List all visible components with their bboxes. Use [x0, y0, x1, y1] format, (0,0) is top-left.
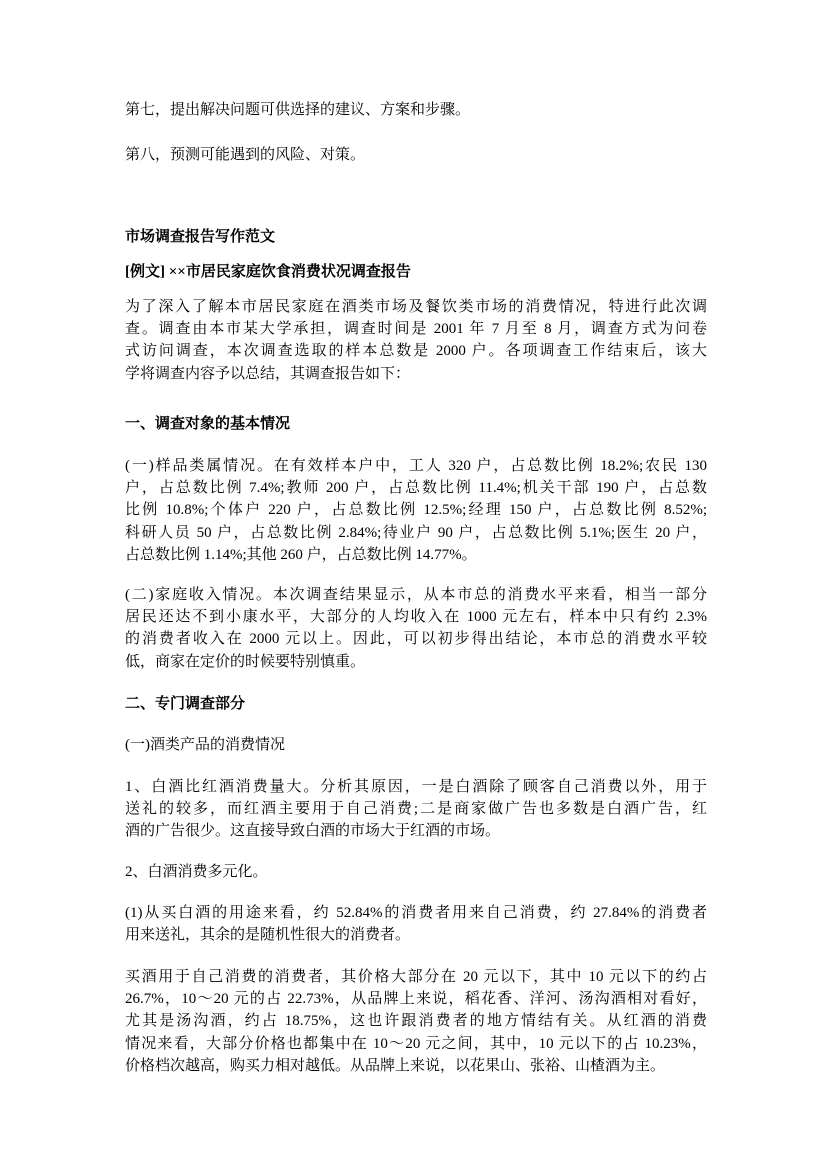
self-consumption-line-1: 买酒用于自己消费的消费者，其价格大部分在 20 元以下，其中 10 元以下的约占 [125, 969, 707, 985]
intro-line-3: 式访问调查，本次调查选取的样本总数是 2000 户。各项调查工作结束后，该大 [125, 343, 707, 360]
sample-types-line-5: 占总数比例 1.14%;其他 260 户，占总数比例 14.77%。 [125, 546, 477, 563]
point-1-line-3: 酒的广告很少。这直接导致白酒的市场大于红酒的市场。 [125, 823, 501, 840]
usage-paragraph [125, 902, 707, 946]
sample-types-line-4: 科研人员 50 户，占总数比例 2.84%;待业户 90 户，占总数比例 5.1%;医生 20 户， [125, 524, 707, 541]
household-income-paragraph [125, 584, 707, 673]
sample-types-paragraph [125, 455, 707, 566]
self-consumption-paragraph [125, 966, 707, 1077]
self-consumption-line-3: 尤其是汤沟酒，约占 18.75%，这也许跟消费者的地方情结有关。从红酒的消费 [125, 1013, 707, 1030]
section-title: 市场调查报告写作范文 [125, 229, 276, 245]
part-2-subheading: (一)酒类产品的消费情况 [125, 737, 285, 753]
point-1-line-1: 1、白酒比红酒消费量大。分析其原因，一是白酒除了顾客自己消费以外，用于 [125, 779, 707, 795]
list-item-7: 第七，提出解决问题可供选择的建议、方案和步骤。 [125, 102, 471, 118]
part-2-heading: 二、专门调查部分 [125, 696, 246, 712]
point-1-line-2: 送礼的较多，而红酒主要用于自己消费;二是商家做广告也多数是白酒广告，红 [125, 801, 707, 818]
sample-types-line-1: (一)样品类属情况。在有效样本户中，工人 320 户，占总数比例 18.2%;农民 130 [125, 458, 707, 474]
self-consumption-line-4: 情况来看，大部分价格也都集中在 10～20 元之间，其中，10 元以下的占 10.23%， [125, 1035, 707, 1052]
point-1-paragraph [125, 776, 707, 843]
self-consumption-line-5: 价格档次越高，购买力相对越低。从品牌上来说，以花果山、张裕、山楂酒为主。 [125, 1057, 666, 1074]
household-income-line-1: (二)家庭收入情况。本次调查结果显示，从本市总的消费水平来看，相当一部分 [125, 587, 707, 603]
intro-line-2: 查。调查由本市某大学承担，调查时间是 2001 年 7 月至 8 月，调查方式为问卷 [125, 321, 707, 338]
sample-types-line-2: 户，占总数比例 7.4%;教师 200 户，占总数比例 11.4%;机关干部 190 户，占总数 [125, 480, 707, 497]
household-income-line-2: 居民还达不到小康水平，大部分的人均收入在 1000 元左右，样本中只有约 2.3% [125, 609, 707, 626]
usage-line-2: 用来送礼，其余的是随机性很大的消费者。 [125, 927, 411, 944]
self-consumption-line-2: 26.7%，10～20 元的占 22.73%，从品牌上来说，稻花香、洋河、汤沟酒相对看好， [125, 991, 707, 1008]
intro-line-1: 为了深入了解本市居民家庭在酒类市场及餐饮类市场的消费情况，特进行此次调 [125, 299, 707, 315]
part-1-heading: 一、调查对象的基本情况 [125, 416, 291, 432]
household-income-line-4: 低，商家在定价的时候要特别慎重。 [125, 653, 366, 670]
sample-types-line-3: 比例 10.8%;个体户 220 户，占总数比例 12.5%;经理 150 户，占总数比例 8.52%; [125, 502, 707, 519]
intro-line-4: 学将调查内容予以总结，其调查报告如下： [125, 365, 411, 382]
household-income-line-3: 的消费者收入在 2000 元以上。因此，可以初步得出结论，本市总的消费水平较 [125, 631, 707, 648]
usage-line-1: (1)从买白酒的用途来看，约 52.84%的消费者用来自己消费，约 27.84%的消费者 [125, 905, 707, 921]
report-title: [例文] ××市居民家庭饮食消费状况调查报告 [125, 264, 411, 280]
intro-paragraph [125, 296, 707, 385]
list-item-8: 第八，预测可能遇到的风险、对策。 [125, 147, 366, 163]
point-2: 2、白酒消费多元化。 [125, 864, 268, 880]
